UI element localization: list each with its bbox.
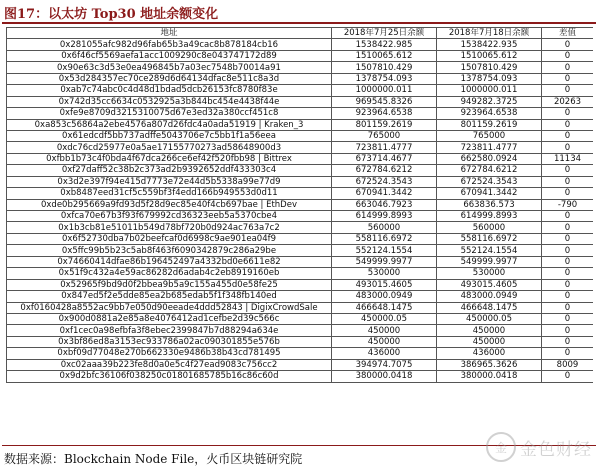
cell-balance-0725: 969545.8326 bbox=[332, 96, 437, 107]
cell-balance-0725: 801159.2619 bbox=[332, 119, 437, 130]
table-row bbox=[7, 188, 594, 199]
cell-address: 0x1b3cb81e51011b549d78bf720b0d924ac763a7c2 bbox=[7, 222, 332, 233]
watermark-logo-icon: 金 bbox=[486, 432, 516, 462]
balance-table-container bbox=[6, 27, 593, 437]
cell-balance-0725: 1000000.011 bbox=[332, 85, 437, 96]
cell-difference: 0 bbox=[542, 279, 594, 290]
cell-balance-0725: 436000 bbox=[332, 348, 437, 359]
table-header-row bbox=[7, 28, 594, 39]
cell-address: 0xf0160428a8552ac9bb7e050d90eeade4ddd52843 | DigixCrowdSale bbox=[7, 302, 332, 313]
cell-balance-0718: 450000 bbox=[437, 336, 542, 347]
cell-difference: 0 bbox=[542, 348, 594, 359]
cell-balance-0725: 923964.6538 bbox=[332, 108, 437, 119]
table-row bbox=[7, 211, 594, 222]
cell-difference: 0 bbox=[542, 73, 594, 84]
table-row bbox=[7, 256, 594, 267]
header-balance-0718: 2018年7月18日余额 bbox=[437, 28, 542, 39]
table-row bbox=[7, 222, 594, 233]
cell-difference: 0 bbox=[542, 245, 594, 256]
table-body bbox=[7, 39, 594, 382]
cell-difference: 0 bbox=[542, 165, 594, 176]
cell-balance-0725: 670941.3442 bbox=[332, 188, 437, 199]
cell-address: 0x900d0881a2e85a8e4076412ad1cefbe2d39c566c bbox=[7, 313, 332, 324]
table-row bbox=[7, 165, 594, 176]
cell-balance-0725: 380000.0418 bbox=[332, 371, 437, 382]
cell-balance-0718: 380000.0418 bbox=[437, 371, 542, 382]
cell-balance-0725: 765000 bbox=[332, 130, 437, 141]
cell-difference: -790 bbox=[542, 199, 594, 210]
watermark bbox=[486, 432, 592, 462]
cell-balance-0718: 1378754.093 bbox=[437, 73, 542, 84]
cell-balance-0718: 560000 bbox=[437, 222, 542, 233]
cell-balance-0718: 466648.1475 bbox=[437, 302, 542, 313]
cell-balance-0718: 1510065.612 bbox=[437, 50, 542, 61]
cell-difference: 0 bbox=[542, 39, 594, 50]
cell-balance-0725: 549999.9977 bbox=[332, 256, 437, 267]
cell-balance-0725: 558116.6972 bbox=[332, 233, 437, 244]
cell-balance-0725: 466648.1475 bbox=[332, 302, 437, 313]
table-row bbox=[7, 153, 594, 164]
cell-address: 0xfe9e8709d3215310075d67e3ed32a380ccf451c8 bbox=[7, 108, 332, 119]
table-row bbox=[7, 108, 594, 119]
cell-difference: 0 bbox=[542, 188, 594, 199]
cell-difference: 0 bbox=[542, 119, 594, 130]
cell-address: 0xfca70e67b3f93f679992cd36323eeb5a5370cbe4 bbox=[7, 211, 332, 222]
cell-difference: 0 bbox=[542, 142, 594, 153]
cell-balance-0725: 663046.7923 bbox=[332, 199, 437, 210]
cell-balance-0718: 765000 bbox=[437, 130, 542, 141]
header-balance-0725: 2018年7月25日余额 bbox=[332, 28, 437, 39]
cell-balance-0718: 552124.1554 bbox=[437, 245, 542, 256]
header-difference: 差值 bbox=[542, 28, 594, 39]
cell-address: 0xf1cec0a98efbfa3f8ebec2399847b7d88294a634e bbox=[7, 325, 332, 336]
table-row bbox=[7, 50, 594, 61]
table-row bbox=[7, 359, 594, 370]
cell-address: 0x281055afc982d96fab65b3a49cac8b878184cb16 bbox=[7, 39, 332, 50]
cell-difference: 0 bbox=[542, 256, 594, 267]
cell-balance-0725: 483000.0949 bbox=[332, 291, 437, 302]
cell-difference: 11134 bbox=[542, 153, 594, 164]
cell-address: 0x742d35cc6634c0532925a3b844bc454e4438f44e bbox=[7, 96, 332, 107]
table-row bbox=[7, 325, 594, 336]
table-row bbox=[7, 119, 594, 130]
cell-balance-0718: 614999.8993 bbox=[437, 211, 542, 222]
cell-address: 0x51f9c432a4e59ac86282d6adab4c2eb8919160eb bbox=[7, 268, 332, 279]
cell-balance-0718: 723811.4777 bbox=[437, 142, 542, 153]
cell-balance-0725: 560000 bbox=[332, 222, 437, 233]
cell-balance-0718: 483000.0949 bbox=[437, 291, 542, 302]
table-row bbox=[7, 96, 594, 107]
cell-difference: 0 bbox=[542, 85, 594, 96]
cell-difference: 0 bbox=[542, 108, 594, 119]
cell-balance-0725: 493015.4605 bbox=[332, 279, 437, 290]
cell-balance-0725: 1378754.093 bbox=[332, 73, 437, 84]
cell-difference: 0 bbox=[542, 336, 594, 347]
cell-address: 0x6f52730dba7b02beefcaf0d6998c9ae901ea04f9 bbox=[7, 233, 332, 244]
cell-address: 0x61edcdf5bb737adffe5043706e7c5bb1f1a56eea bbox=[7, 130, 332, 141]
cell-balance-0718: 530000 bbox=[437, 268, 542, 279]
cell-balance-0718: 436000 bbox=[437, 348, 542, 359]
cell-balance-0718: 549999.9977 bbox=[437, 256, 542, 267]
table-row bbox=[7, 291, 594, 302]
figure-title: 图17：以太坊 Top30 地址余额变化 bbox=[4, 7, 219, 22]
cell-balance-0718: 670941.3442 bbox=[437, 188, 542, 199]
table-row bbox=[7, 279, 594, 290]
cell-address: 0xf27daff52c38b2c373ad2b9392652ddf433303c4 bbox=[7, 165, 332, 176]
cell-address: 0xc02aaa39b223fe8d0a0e5c4f27ead9083c756cc2 bbox=[7, 359, 332, 370]
cell-balance-0718: 1507810.429 bbox=[437, 62, 542, 73]
table-row bbox=[7, 62, 594, 73]
balance-table bbox=[6, 27, 593, 383]
cell-balance-0725: 394974.7075 bbox=[332, 359, 437, 370]
cell-balance-0718: 923964.6538 bbox=[437, 108, 542, 119]
cell-balance-0725: 673714.4677 bbox=[332, 153, 437, 164]
table-row bbox=[7, 130, 594, 141]
cell-balance-0718: 663836.573 bbox=[437, 199, 542, 210]
cell-address: 0xab7c74abc0c4d48d1bdad5dcb26153fc8780f83e bbox=[7, 85, 332, 96]
cell-balance-0718: 1000000.011 bbox=[437, 85, 542, 96]
cell-balance-0725: 723811.4777 bbox=[332, 142, 437, 153]
cell-balance-0725: 450000.05 bbox=[332, 313, 437, 324]
cell-address: 0x9d2bfc36106f038250c01801685785b16c86c60d bbox=[7, 371, 332, 382]
cell-difference: 0 bbox=[542, 313, 594, 324]
table-row bbox=[7, 199, 594, 210]
cell-balance-0725: 1538422.985 bbox=[332, 39, 437, 50]
cell-address: 0xbf09d77048e270b662330e9486b38b43cd781495 bbox=[7, 348, 332, 359]
table-row bbox=[7, 73, 594, 84]
cell-difference: 0 bbox=[542, 302, 594, 313]
cell-difference: 20263 bbox=[542, 96, 594, 107]
cell-difference: 0 bbox=[542, 130, 594, 141]
cell-difference: 0 bbox=[542, 268, 594, 279]
cell-address: 0x3d2e397f94e415d7773e72e44d5b5338a99e77d9 bbox=[7, 176, 332, 187]
cell-balance-0718: 801159.2619 bbox=[437, 119, 542, 130]
cell-difference: 0 bbox=[542, 176, 594, 187]
cell-address: 0x53d284357ec70ce289d6d64134dfac8e511c8a3d bbox=[7, 73, 332, 84]
cell-balance-0718: 558116.6972 bbox=[437, 233, 542, 244]
cell-balance-0718: 450000.05 bbox=[437, 313, 542, 324]
cell-balance-0718: 450000 bbox=[437, 325, 542, 336]
cell-difference: 0 bbox=[542, 211, 594, 222]
source-note: 数据来源：Blockchain Node File，火币区块链研究院 bbox=[4, 452, 303, 466]
cell-address: 0x847ed5f2e5dde85ea2b685edab5f1f348fb140ed bbox=[7, 291, 332, 302]
header-address: 地址 bbox=[7, 28, 332, 39]
cell-balance-0718: 949282.3725 bbox=[437, 96, 542, 107]
table-row bbox=[7, 336, 594, 347]
cell-address: 0xdc76cd25977e0a5ae17155770273ad58648900d3 bbox=[7, 142, 332, 153]
cell-balance-0718: 672784.6212 bbox=[437, 165, 542, 176]
cell-balance-0725: 614999.8993 bbox=[332, 211, 437, 222]
table-row bbox=[7, 348, 594, 359]
cell-address: 0x3bf86ed8a3153ec933786a02ac090301855e576b bbox=[7, 336, 332, 347]
cell-difference: 8009 bbox=[542, 359, 594, 370]
cell-address: 0x90e63c3d53e0ea496845b7a03ec7548b70014a91 bbox=[7, 62, 332, 73]
cell-address: 0x74660414dfae86b196452497a4332bd0e6611e82 bbox=[7, 256, 332, 267]
cell-difference: 0 bbox=[542, 233, 594, 244]
cell-address: 0xde0b295669a9fd93d5f28d9ec85e40f4cb697bae | EthDev bbox=[7, 199, 332, 210]
watermark-text: 金色财经 bbox=[520, 439, 592, 460]
cell-difference: 0 bbox=[542, 325, 594, 336]
cell-address: 0xa853c56864a2ebe4576a807d26fdc4a0ada51919 | Kraken_3 bbox=[7, 119, 332, 130]
cell-difference: 0 bbox=[542, 371, 594, 382]
cell-balance-0725: 552124.1554 bbox=[332, 245, 437, 256]
cell-balance-0725: 1507810.429 bbox=[332, 62, 437, 73]
cell-difference: 0 bbox=[542, 62, 594, 73]
cell-balance-0718: 1538422.935 bbox=[437, 39, 542, 50]
cell-balance-0725: 450000 bbox=[332, 336, 437, 347]
cell-balance-0725: 1510065.612 bbox=[332, 50, 437, 61]
cell-difference: 0 bbox=[542, 222, 594, 233]
cell-address: 0xb8487eed31cf5c559bf3f4edd166b949553d0d11 bbox=[7, 188, 332, 199]
table-row bbox=[7, 302, 594, 313]
table-row bbox=[7, 142, 594, 153]
cell-balance-0725: 450000 bbox=[332, 325, 437, 336]
cell-balance-0718: 386965.3626 bbox=[437, 359, 542, 370]
title-divider bbox=[2, 22, 596, 24]
cell-balance-0725: 672784.6212 bbox=[332, 165, 437, 176]
cell-balance-0718: 672524.3543 bbox=[437, 176, 542, 187]
cell-address: 0x5ffc99b5b23c5ab8f463f6090342879c286a29be bbox=[7, 245, 332, 256]
table-row bbox=[7, 245, 594, 256]
table-row bbox=[7, 313, 594, 324]
table-row bbox=[7, 85, 594, 96]
cell-address: 0x52965f9bd9d0f2bbea9b5a9c155a455d0e58fe25 bbox=[7, 279, 332, 290]
cell-balance-0718: 493015.4605 bbox=[437, 279, 542, 290]
cell-balance-0718: 662580.0924 bbox=[437, 153, 542, 164]
cell-balance-0725: 530000 bbox=[332, 268, 437, 279]
cell-address: 0xfbb1b73c4f0bda4f67dca266ce6ef42f520fbb98 | Bittrex bbox=[7, 153, 332, 164]
cell-difference: 0 bbox=[542, 291, 594, 302]
table-row bbox=[7, 371, 594, 382]
cell-balance-0725: 672524.3543 bbox=[332, 176, 437, 187]
table-row bbox=[7, 268, 594, 279]
table-row bbox=[7, 39, 594, 50]
table-row bbox=[7, 233, 594, 244]
table-row bbox=[7, 176, 594, 187]
cell-difference: 0 bbox=[542, 50, 594, 61]
cell-address: 0x6f46cf5569aefa1acc1009290c8e043747172d89 bbox=[7, 50, 332, 61]
